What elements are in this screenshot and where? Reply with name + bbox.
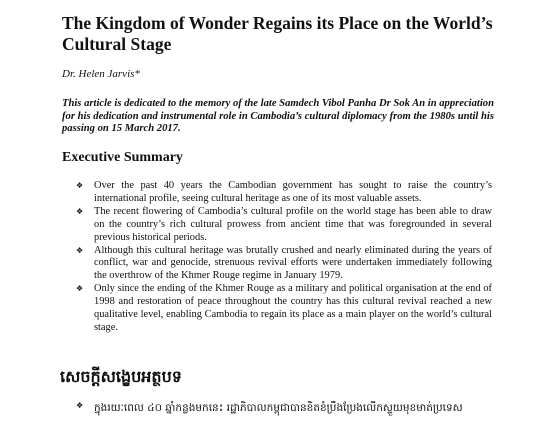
summary-bullet xyxy=(62,206,492,245)
diamond-bullet-icon: ❖ xyxy=(76,245,84,255)
bullet-text: Although this cultural heritage was brutally crushed and nearly eliminated during the years of conflict, war and genocide, strenuous revival efforts were undertaken immediately following the overthrow of the Khmer Rouge regime in January 1979. xyxy=(94,244,492,282)
author-name: Dr. Helen Jarvis* xyxy=(62,68,140,80)
summary-bullet-list xyxy=(62,180,492,335)
khmer-bullet-list xyxy=(62,400,492,416)
khmer-bullet xyxy=(62,400,492,416)
bullet-text: Only since the ending of the Khmer Rouge as a military and political organisation at the end of 1998 and restoration of peace throughout the country has this cultural revival reached a new qualitative level, enabling Cambodia to regain its place as a main player on the world’s cultural stage. xyxy=(94,283,492,333)
khmer-section-heading: សេចក្តីសង្ខេបអត្ថបទ xyxy=(60,367,182,386)
summary-bullet xyxy=(62,245,492,284)
summary-bullet xyxy=(62,283,492,335)
diamond-bullet-icon: ❖ xyxy=(76,284,84,294)
dedication-paragraph: This article is dedicated to the memory of the late Samdech Vibol Panha Dr Sok An in appreciation for his dedication and instrumental role in Cambodia’s cultural diplomacy from the 1980s until his passing on 15 March 2017. xyxy=(62,98,494,135)
bullet-text: The recent flowering of Cambodia’s cultural profile on the world stage has been able to draw on the country’s rich cultural prowess from ancient time that was foregrounded in several previous historical periods. xyxy=(94,205,492,243)
document-title: The Kingdom of Wonder Regains its Place on the World’s Cultural Stage xyxy=(62,13,493,54)
diamond-bullet-icon: ❖ xyxy=(76,401,84,410)
bullet-text: Over the past 40 years the Cambodian government has sought to raise the country’s international profile, seeing cultural heritage as one of its most valuable assets. xyxy=(94,180,492,204)
section-heading: Executive Summary xyxy=(62,150,183,165)
summary-bullet xyxy=(62,180,492,206)
diamond-bullet-icon: ❖ xyxy=(76,206,84,216)
diamond-bullet-icon: ❖ xyxy=(76,181,84,190)
khmer-bullet-text: ក្នុងរយៈពេល ៤០ ឆ្នាំកន្លងមកនេះ រដ្ឋាភិបាលកម្ពុជាបានខិតខំប្រឹងប្រែងលើកស្ទួយមុខមាត់ប្រទេស xyxy=(94,402,463,414)
